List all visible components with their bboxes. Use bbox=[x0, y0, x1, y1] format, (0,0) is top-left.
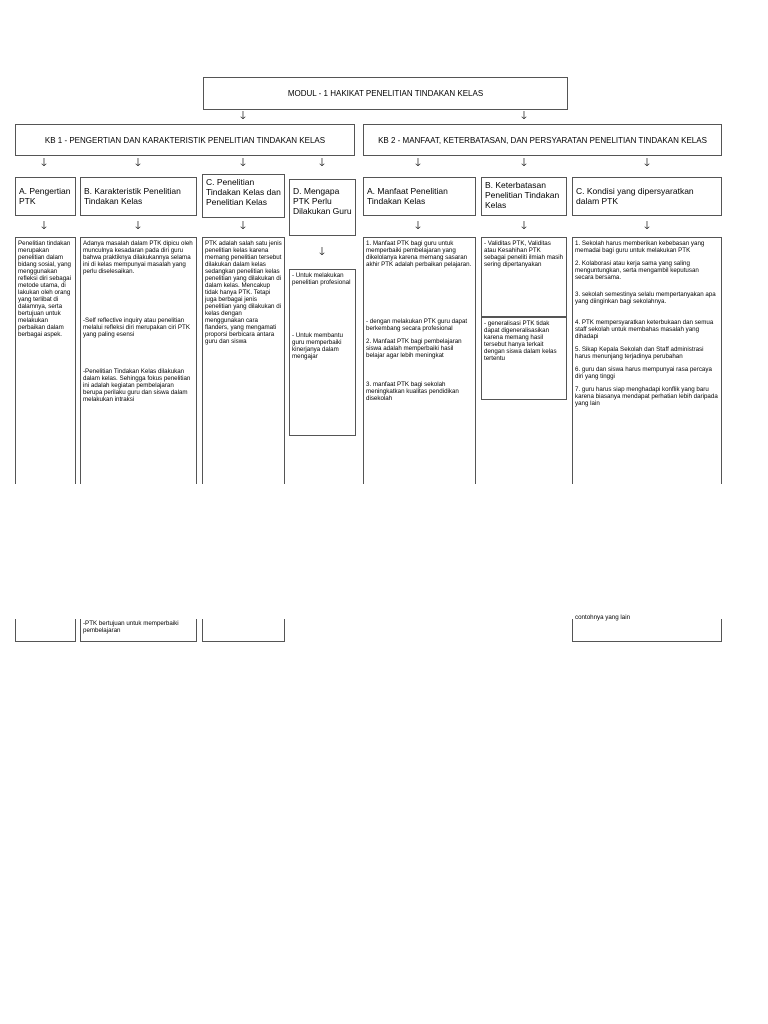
arrow-down-icon: 🡓 bbox=[319, 157, 325, 169]
kb2-title-box bbox=[363, 124, 722, 156]
kb2-a-text-1: 1. Manfaat PTK bagi guru untuk memperbaiki pembelajaran yang dikelolanya karena memang sasaran akhir PTK adalah perbaikan pelajaran. bbox=[366, 240, 472, 268]
box-bottom-edges bbox=[0, 619, 768, 643]
kb2-c-text-6: 6. guru dan siswa harus mempunyai rasa percaya diri yang tinggi bbox=[575, 366, 712, 380]
kb1-b-head: B. Karakteristik Penelitian Tindakan Kelas bbox=[80, 177, 197, 216]
kb2-c-text-1: 1. Sekolah harus memberikan kebebasan yang memadai bagi guru untuk melakukan PTK bbox=[575, 240, 705, 254]
kb1-b-text-1: Adanya masalah dalam PTK dipicu oleh munculnya kesadaran pada diri guru bahwa praktiknya dilakukannya selama ini di kelas mempunyai masalah yang perlu diselesaikan. bbox=[83, 240, 193, 275]
kb2-a-text-4: 3. manfaat PTK bagi sekolah meningkatkan kualitas pendidikan disekolah bbox=[366, 381, 459, 402]
kb1-d-head: D. Mengapa PTK Perlu Dilakukan Guru bbox=[289, 179, 356, 236]
kb1-b-text-4: -PTK bertujuan untuk memperbaiki pembelajaran bbox=[83, 620, 179, 634]
kb2-c-text-7: 7. guru harus siap menghadapi konflik yang baru karena biasanya mendapat perhatian lebih daripada yang lain bbox=[575, 386, 718, 407]
kb2-b-text-2: - generalisasi PTK tidak dapat digeneralisasikan karena memang hasil tersebut hanya terkait dengan siswa dalam kelas tertentu bbox=[484, 320, 557, 362]
kb2-b-text-1: - Validitas PTK, Validitas atau Kesahihan PTK sebagai peneliti ilmiah masih sering dipertanyakan bbox=[484, 240, 564, 268]
arrow-down-icon: 🡓 bbox=[240, 110, 246, 122]
kb1-title: KB 1 - PENGERTIAN DAN KARAKTERISTIK PENELITIAN TINDAKAN KELAS bbox=[44, 136, 326, 145]
module-title-box bbox=[203, 77, 568, 110]
arrow-down-icon: 🡓 bbox=[644, 157, 650, 169]
kb2-a-text-3: 2. Manfaat PTK bagi pembelajaran siswa adalah memperbaiki hasil belajar agar lebih meningkat bbox=[366, 338, 462, 359]
kb1-d-body bbox=[289, 269, 356, 436]
arrow-down-icon: 🡓 bbox=[415, 157, 421, 169]
arrow-down-icon: 🡓 bbox=[521, 110, 527, 122]
arrow-down-icon: 🡓 bbox=[41, 157, 47, 169]
kb2-a-text-2: - dengan melakukan PTK guru dapat berkembang secara profesional bbox=[366, 318, 468, 332]
kb2-c-text-8: contohnya yang lain bbox=[575, 614, 631, 621]
arrow-down-icon: 🡓 bbox=[644, 220, 650, 232]
kb2-c-text-4: 4. PTK mempersyaratkan keterbukaan dan semua staff sekolah untuk membahas masalah yang dihadapi bbox=[575, 319, 714, 340]
arrow-down-icon: 🡓 bbox=[521, 157, 527, 169]
render-gap bbox=[0, 484, 768, 619]
kb2-a-head: A. Manfaat Penelitian Tindakan Kelas bbox=[363, 177, 476, 216]
kb2-c-text-3: 3. sekolah semestinya selalu mempertanyakan apa yang diinginkan bagi sekolahnya. bbox=[575, 291, 716, 305]
module-title: MODUL - 1 HAKIKAT PENELITIAN TINDAKAN KELAS bbox=[287, 89, 484, 98]
kb1-b-text-2: -Self reflective inquiry atau penelitian melalui refleksi diri merupakan ciri PTK yang paling esensi bbox=[83, 317, 190, 338]
arrow-down-icon: 🡓 bbox=[521, 220, 527, 232]
arrow-down-icon: 🡓 bbox=[135, 220, 141, 232]
arrow-down-icon: 🡓 bbox=[415, 220, 421, 232]
kb1-d-text-2: - Untuk membantu guru memperbaiki kinerjanya dalam mengajar bbox=[292, 332, 343, 360]
kb2-a-body bbox=[363, 237, 476, 485]
arrow-down-icon: 🡓 bbox=[135, 157, 141, 169]
kb2-b-body-2 bbox=[481, 317, 567, 400]
kb1-a-text: Penelitian tindakan merupakan penelitian dalam bidang sosial, yang menggunakan refleksi diri sebagai metode utama, di lakukan oleh orang yang terlibat di dalamnya, serta bertujuan untuk melakukan perbaikan dalam berbagai aspek. bbox=[18, 240, 71, 338]
kb1-c-text: PTK adalah salah satu jenis penelitian kelas karena memang penelitian tersebut dilakukan dalam kelas sedangkan penelitian kelas penelitian yang dilakukan di dalam kelas. Mencakup tidak hanya PTK. Tetapi juga berbagai jenis penelitian yang dilakukan di kelas dengan menggunakan cara flanders, yang mengamati proporsi berbicara antara guru dan siswa bbox=[205, 240, 282, 345]
kb1-title-box bbox=[15, 124, 355, 156]
arrow-down-icon: 🡓 bbox=[319, 246, 325, 258]
kb1-d-text-1: - Untuk melakukan penelitian profesional bbox=[292, 272, 351, 286]
kb2-title: KB 2 - MANFAAT, KETERBATASAN, DAN PERSYARATAN PENELITIAN TINDAKAN KELAS bbox=[378, 136, 707, 145]
arrow-down-icon: 🡓 bbox=[41, 220, 47, 232]
arrow-down-icon: 🡓 bbox=[240, 220, 246, 232]
arrow-down-icon: 🡓 bbox=[240, 157, 246, 169]
kb1-b-text-3: -Penelitian Tindakan Kelas dilakukan dalam kelas. Sehingga fokus penelitian ini adalah kegiatan pembelajaran berupa perilaku guru dan siswa dalam melakukan intraksi bbox=[83, 368, 191, 403]
kb1-a-head: A. Pengertian PTK bbox=[15, 177, 76, 216]
kb2-c-text-2: 2. Kolaborasi atau kerja sama yang saling menguntungkan, serta mengambil keputusan secara bersama. bbox=[575, 260, 699, 281]
kb2-b-body-1 bbox=[481, 237, 567, 317]
kb1-c-head: C. Penelitian Tindakan Kelas dan Penelitian Kelas bbox=[202, 174, 285, 218]
kb2-b-head: B. Keterbatasan Penelitian Tindakan Kelas bbox=[481, 177, 567, 216]
kb2-c-head: C. Kondisi yang dipersyaratkan dalam PTK bbox=[572, 177, 722, 216]
kb2-c-text-5: 5. Sikap Kepala Sekolah dan Staff administrasi harus menunjang terjadinya perubahan bbox=[575, 346, 704, 360]
